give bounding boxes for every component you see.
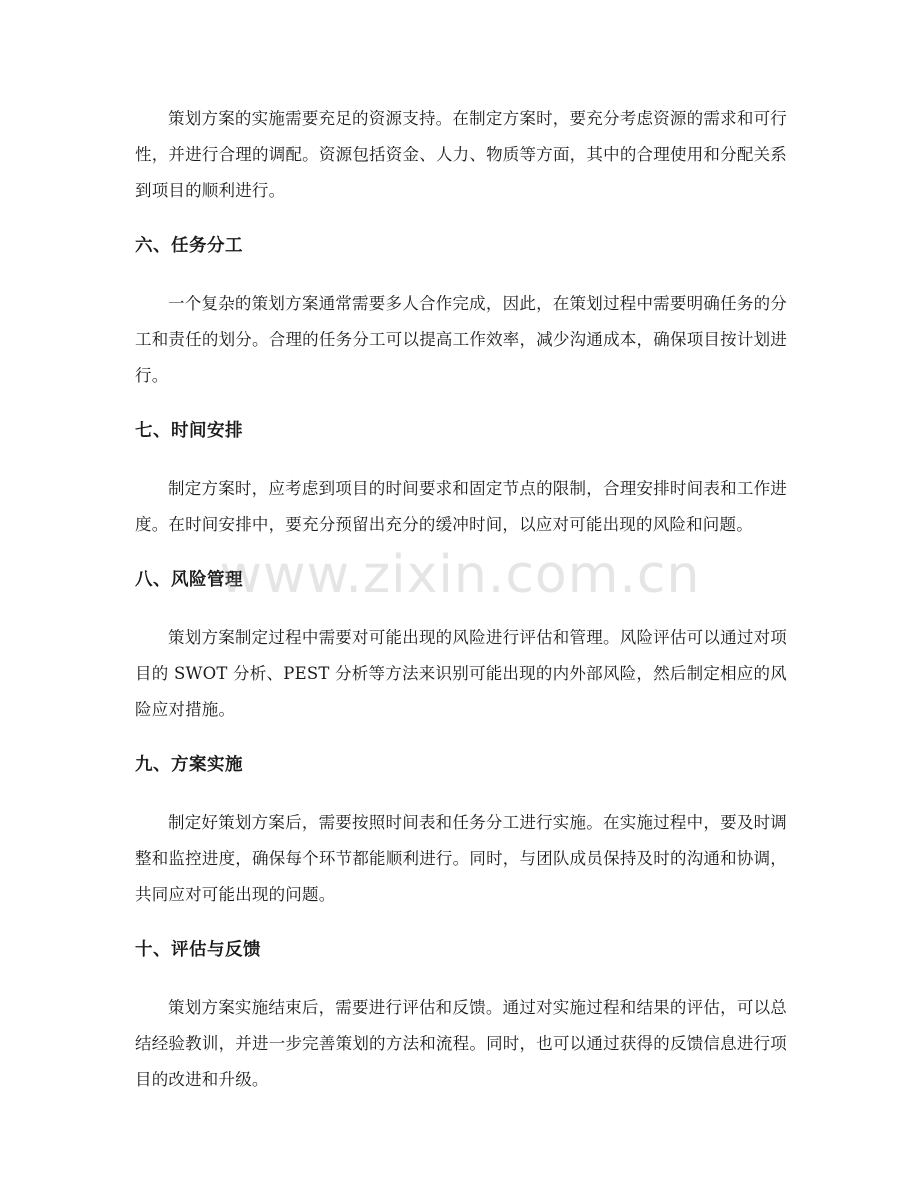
- section-paragraph-6: 一个复杂的策划方案通常需要多人合作完成，因此，在策划过程中需要明确任务的分工和责任的划分。合理的任务分工可以提高工作效率，减少沟通成本，确保项目按计划进行。: [135, 294, 787, 385]
- section-paragraph-7: 制定方案时，应考虑到项目的时间要求和固定节点的限制，合理安排时间表和工作进度。在时间安排中，要充分预留出充分的缓冲时间，以应对可能出现的风险和问题。: [135, 479, 787, 534]
- document-body: [135, 101, 787, 1098]
- intro-paragraph: 策划方案的实施需要充足的资源支持。在制定方案时，要充分考虑资源的需求和可行性，并进行合理的调配。资源包括资金、人力、物质等方面，其中的合理使用和分配关系到项目的顺利进行。: [135, 109, 787, 200]
- section-paragraph-9: 制定好策划方案后，需要按照时间表和任务分工进行实施。在实施过程中，要及时调整和监控进度，确保每个环节都能顺利进行。同时，与团队成员保持及时的沟通和协调，共同应对可能出现的问题。: [135, 813, 787, 904]
- watermark: www.zixin.com.cn: [219, 545, 701, 605]
- section-heading-10: 十、评估与反馈: [135, 940, 261, 960]
- section-heading-6: 六、任务分工: [135, 236, 243, 256]
- section-heading-8: 八、风险管理: [135, 570, 243, 590]
- section-heading-7: 七、时间安排: [135, 421, 243, 441]
- section-paragraph-10: 策划方案实施结束后，需要进行评估和反馈。通过对实施过程和结果的评估，可以总结经验教训，并进一步完善策划的方法和流程。同时，也可以通过获得的反馈信息进行项目的改进和升级。: [135, 998, 787, 1089]
- section-paragraph-8: 策划方案制定过程中需要对可能出现的风险进行评估和管理。风险评估可以通过对项目的 SWOT 分析、PEST 分析等方法来识别可能出现的内外部风险，然后制定相应的风险应对措施。: [135, 628, 787, 719]
- section-heading-9: 九、方案实施: [135, 755, 243, 775]
